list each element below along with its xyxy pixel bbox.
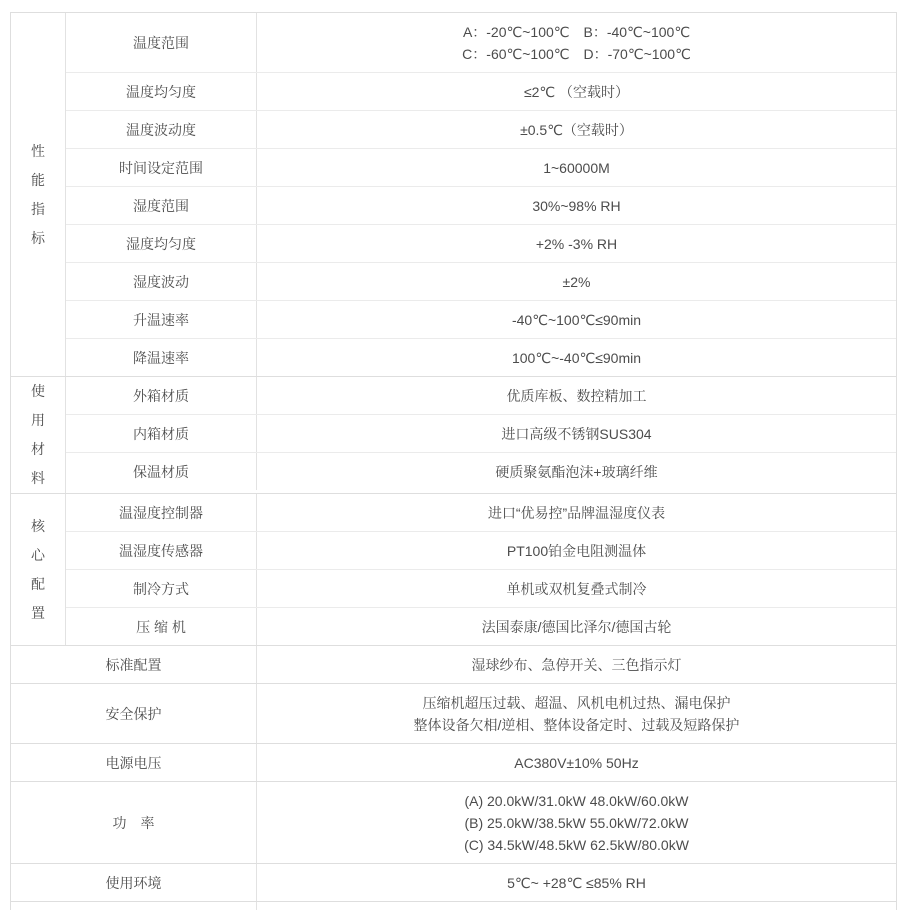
value-line: ±0.5℃（空载时） xyxy=(520,121,633,138)
category-cell xyxy=(11,377,66,493)
value-line: 1~60000M xyxy=(543,159,610,176)
category-label: 性能指标 xyxy=(31,142,45,246)
value-line: 30%~98% RH xyxy=(532,197,621,214)
partial-row xyxy=(11,902,896,910)
table-row xyxy=(66,608,896,645)
param-label: 内箱材质 xyxy=(66,415,257,452)
value-line: 压缩机超压过载、超温、风机电机过热、漏电保护 xyxy=(422,694,731,711)
param-label: 压 缩 机 xyxy=(66,608,257,645)
category-cell xyxy=(11,13,66,376)
value-line: 5℃~ +28℃ ≤85% RH xyxy=(507,874,646,891)
value-line: +2% -3% RH xyxy=(535,235,618,252)
table-row xyxy=(66,263,896,301)
param-value xyxy=(257,73,896,110)
param-label: 降温速率 xyxy=(66,339,257,376)
partial-label-cell xyxy=(11,902,257,910)
table-row xyxy=(66,13,896,73)
param-value xyxy=(257,339,896,376)
table-row xyxy=(11,646,896,684)
value-line: 优质库板、数控精加工 xyxy=(506,387,647,404)
table-row xyxy=(66,339,896,376)
category-cell xyxy=(11,494,66,645)
row-label: 使用环境 xyxy=(11,864,257,901)
param-label: 湿度均匀度 xyxy=(66,225,257,262)
param-label: 湿度波动 xyxy=(66,263,257,300)
value-line: 整体设备欠相/逆相、整体设备定时、过载及短路保护 xyxy=(413,716,740,733)
value-line: (C) 34.5kW/48.5kW 62.5kW/80.0kW xyxy=(464,836,689,853)
section-rows xyxy=(66,377,896,493)
param-value xyxy=(257,570,896,607)
param-value xyxy=(257,301,896,338)
section-rows xyxy=(66,494,896,645)
param-label: 温度均匀度 xyxy=(66,73,257,110)
value-line: 100℃~-40℃≤90min xyxy=(511,349,642,366)
param-value xyxy=(257,111,896,148)
param-label: 湿度范围 xyxy=(66,187,257,224)
value-line: AC380V±10% 50Hz xyxy=(514,754,639,771)
param-label: 外箱材质 xyxy=(66,377,257,414)
table-row xyxy=(66,532,896,570)
row-value xyxy=(257,782,896,863)
value-line: ≤2℃ （空载时） xyxy=(523,83,630,100)
value-line: A：-20℃~100℃ B：-40℃~100℃ xyxy=(462,23,691,40)
value-line: 湿球纱布、急停开关、三色指示灯 xyxy=(471,656,682,673)
value-line: 硬质聚氨酯泡沫+玻璃纤维 xyxy=(495,463,658,480)
value-line: -40℃~100℃≤90min xyxy=(511,311,642,328)
table-row xyxy=(66,187,896,225)
row-label: 功 率 xyxy=(11,782,257,863)
category-label: 使用材料 xyxy=(31,383,45,486)
table-row xyxy=(66,453,896,490)
spec-section xyxy=(11,13,896,377)
table-row xyxy=(66,73,896,111)
param-label: 升温速率 xyxy=(66,301,257,338)
table-row xyxy=(66,225,896,263)
row-label: 安全保护 xyxy=(11,684,257,743)
param-value xyxy=(257,377,896,414)
param-value xyxy=(257,13,896,72)
value-line: (B) 25.0kW/38.5kW 55.0kW/72.0kW xyxy=(464,814,689,831)
param-value xyxy=(257,453,896,490)
table-row xyxy=(11,684,896,744)
param-value xyxy=(257,263,896,300)
table-row xyxy=(66,494,896,532)
partial-value-cell xyxy=(257,902,896,910)
table-row xyxy=(66,301,896,339)
table-row xyxy=(11,864,896,902)
table-row xyxy=(66,149,896,187)
row-value xyxy=(257,646,896,683)
param-label: 制冷方式 xyxy=(66,570,257,607)
param-label: 温度波动度 xyxy=(66,111,257,148)
param-value xyxy=(257,187,896,224)
row-value xyxy=(257,684,896,743)
param-label: 温度范围 xyxy=(66,13,257,72)
value-line: C：-60℃~100℃ D：-70℃~100℃ xyxy=(462,45,691,62)
category-label: 核心配置 xyxy=(31,517,45,621)
param-value xyxy=(257,494,896,531)
value-line: 法国泰康/德国比泽尔/德国古轮 xyxy=(481,618,672,635)
row-label: 电源电压 xyxy=(11,744,257,781)
section-rows xyxy=(66,13,896,376)
value-line: 进口高级不锈钢SUS304 xyxy=(501,425,652,442)
value-line: ±2% xyxy=(562,273,591,290)
value-line: 单机或双机复叠式制冷 xyxy=(506,580,647,597)
row-value xyxy=(257,864,896,901)
value-line: (A) 20.0kW/31.0kW 48.0kW/60.0kW xyxy=(464,792,689,809)
table-row xyxy=(66,377,896,415)
table-row xyxy=(11,782,896,864)
spec-table xyxy=(10,12,897,910)
param-label: 时间设定范围 xyxy=(66,149,257,186)
spec-section xyxy=(11,377,896,494)
param-value xyxy=(257,415,896,452)
value-line: PT100铂金电阻测温体 xyxy=(506,542,647,559)
table-row xyxy=(66,415,896,453)
row-value xyxy=(257,744,896,781)
row-label: 标准配置 xyxy=(11,646,257,683)
param-value xyxy=(257,149,896,186)
param-value xyxy=(257,225,896,262)
param-value xyxy=(257,532,896,569)
table-row xyxy=(66,111,896,149)
param-label: 温湿度控制器 xyxy=(66,494,257,531)
value-line: 进口“优易控”品牌温湿度仪表 xyxy=(487,504,666,521)
param-label: 保温材质 xyxy=(66,453,257,490)
table-row xyxy=(11,744,896,782)
spec-section xyxy=(11,494,896,646)
table-row xyxy=(66,570,896,608)
param-label: 温湿度传感器 xyxy=(66,532,257,569)
param-value xyxy=(257,608,896,645)
